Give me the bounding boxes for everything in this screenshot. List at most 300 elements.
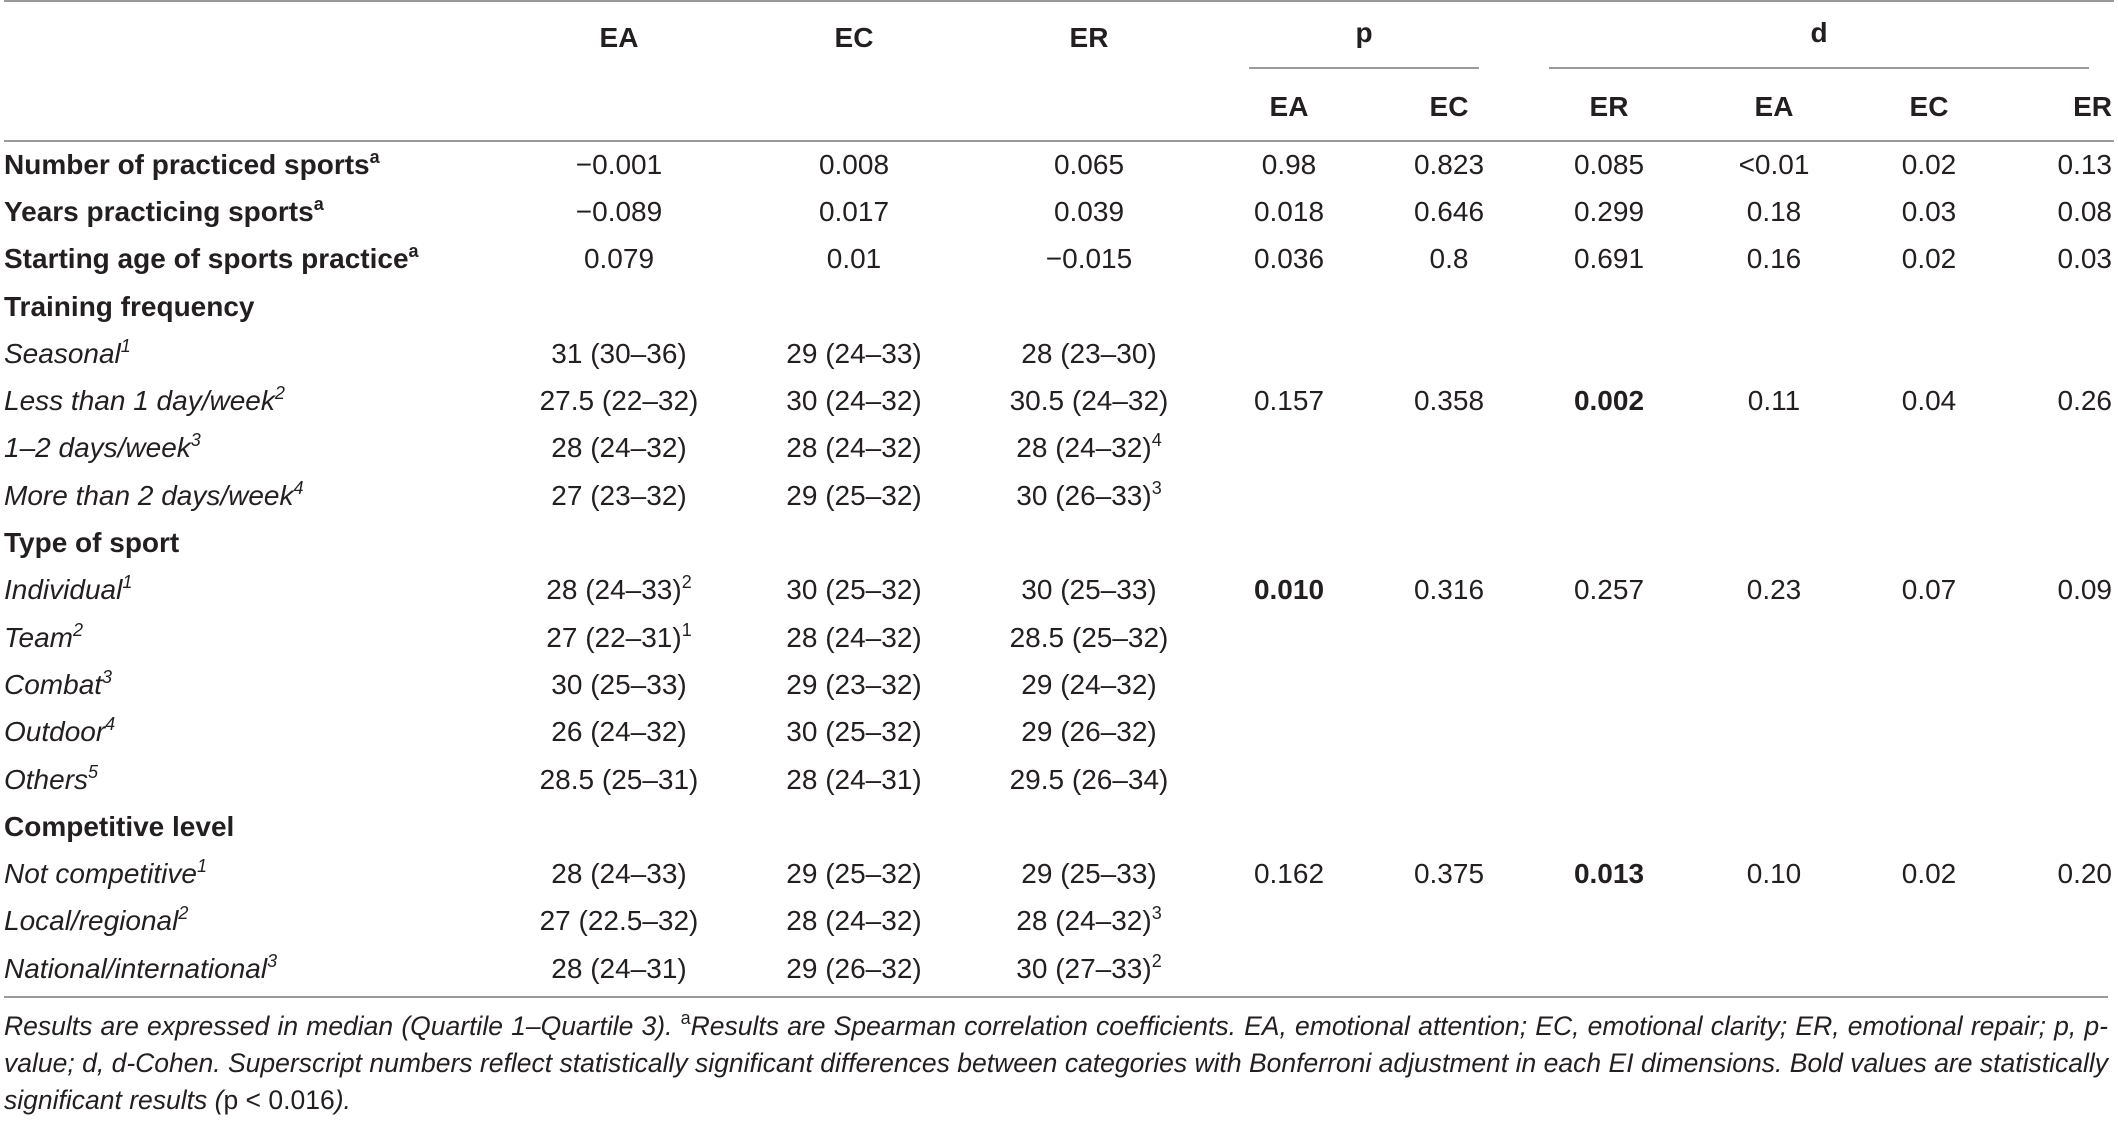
cell-value: 29 (23–32) [786, 668, 922, 700]
table-cell [1694, 756, 1854, 803]
header-ec: EC [834, 21, 874, 53]
cell-value: 30.5 (24–32) [1009, 385, 1169, 417]
table-cell [1204, 661, 1374, 708]
table-cell [1694, 661, 1854, 708]
cell-value: 0.257 [1573, 574, 1645, 606]
row-label [4, 188, 504, 235]
cell-value: 29 (24–32) [1021, 668, 1157, 700]
table-cell [1524, 141, 1694, 188]
table-cell [1694, 236, 1854, 283]
table-cell [504, 330, 734, 377]
table-cell [734, 803, 974, 850]
table-cell [1524, 661, 1694, 708]
cell-value: 0.07 [1901, 574, 1957, 606]
cell-value: 30 (26–33) [1016, 479, 1152, 511]
table-cell [734, 188, 974, 235]
table-cell [1694, 519, 1854, 566]
table-cell [2004, 283, 2114, 330]
table-cell [1524, 188, 1694, 235]
cell-superscript: 4 [1151, 430, 1162, 451]
cell-value: 0.646 [1413, 195, 1485, 227]
table-cell [1524, 709, 1694, 756]
table-cell [734, 472, 974, 519]
table-cell [1524, 945, 1694, 992]
table-cell [1524, 330, 1694, 377]
table-cell [734, 756, 974, 803]
cell-value: 0.02 [1901, 858, 1957, 890]
cell-value: 27 (23–32) [551, 479, 687, 511]
row-label [4, 283, 504, 330]
header-ea: EA [599, 21, 639, 53]
cell-value: 0.157 [1253, 385, 1325, 417]
table-cell [1694, 472, 1854, 519]
table-cell [974, 425, 1204, 472]
table-cell [1374, 803, 1524, 850]
cell-value: 0.02 [1901, 243, 1957, 275]
cell-value: 30 (25–32) [786, 574, 922, 606]
table-cell [1524, 614, 1694, 661]
row-label [4, 519, 504, 566]
row-label-superscript: 3 [190, 430, 201, 451]
table-cell [734, 567, 974, 614]
table-cell [504, 472, 734, 519]
row-label-superscript: 3 [267, 950, 278, 971]
table-cell [504, 614, 734, 661]
header-empty-cell [4, 1, 504, 73]
cell-value: 28 (24–33) [551, 858, 687, 890]
table-cell [504, 661, 734, 708]
cell-value: 0.013 [1573, 858, 1645, 890]
cell-value: 29 (26–32) [1021, 716, 1157, 748]
table-cell [1524, 472, 1694, 519]
table-cell [1204, 945, 1374, 992]
cell-value: 26 (24–32) [551, 716, 687, 748]
cell-value: 0.299 [1573, 195, 1645, 227]
table-cell [1524, 898, 1694, 945]
table-cell [2004, 803, 2114, 850]
cell-value: 27.5 (22–32) [539, 385, 699, 417]
cell-value: 0.017 [818, 195, 890, 227]
cell-value: 0.002 [1573, 385, 1645, 417]
cell-value: 0.018 [1253, 195, 1325, 227]
subheader-p-er: ER [1524, 73, 1694, 141]
table-cell [1694, 188, 1854, 235]
table-cell [974, 283, 1204, 330]
row-label-text: 1–2 days/week [4, 432, 191, 464]
cell-value: 0.23 [1746, 574, 1802, 606]
table-cell [734, 141, 974, 188]
table-cell [1204, 188, 1374, 235]
cell-value: 29 (24–33) [786, 337, 922, 369]
table-cell [1204, 283, 1374, 330]
table-row [4, 330, 2114, 377]
row-label [4, 898, 504, 945]
cell-value: 29 (25–32) [786, 858, 922, 890]
header-d-group [1524, 1, 2114, 73]
table-cell [1854, 141, 2004, 188]
table-cell [1374, 709, 1524, 756]
cell-value: 0.375 [1413, 858, 1485, 890]
table-row [4, 567, 2114, 614]
table-cell [1204, 709, 1374, 756]
table-cell [1204, 756, 1374, 803]
table-cell [2004, 141, 2114, 188]
subheader-d-ec: EC [1854, 73, 2004, 141]
table-cell [1374, 898, 1524, 945]
table-row [4, 236, 2114, 283]
table-cell [1524, 850, 1694, 897]
row-label-superscript: 1 [120, 335, 131, 356]
table-cell [1694, 377, 1854, 424]
table-cell [1204, 330, 1374, 377]
subheader-empty-cell [4, 73, 504, 141]
table-footnote [4, 996, 2108, 1119]
table-cell [1374, 661, 1524, 708]
subheader-empty-cell [734, 73, 974, 141]
table-cell [2004, 850, 2114, 897]
table-row [4, 709, 2114, 756]
row-label-text: Local/regional [4, 905, 179, 937]
cell-value: 28 (24–32) [786, 905, 922, 937]
row-label-text: More than 2 days/week [4, 479, 294, 511]
table-row [4, 472, 2114, 519]
subheader-p-ec: EC [1374, 73, 1524, 141]
table-cell [1374, 756, 1524, 803]
table-cell [734, 661, 974, 708]
row-label [4, 850, 504, 897]
table-cell [1524, 567, 1694, 614]
cell-value: 27 (22–31) [546, 621, 682, 653]
table-cell [2004, 945, 2114, 992]
table-cell [1854, 898, 2004, 945]
cell-value: 28 (23–30) [1021, 337, 1157, 369]
cell-value: 28 (24–33) [546, 574, 682, 606]
cell-value: 0.065 [1053, 149, 1125, 181]
table-row [4, 425, 2114, 472]
table-header [4, 1, 2114, 141]
table-cell [734, 330, 974, 377]
cell-value: 29.5 (26–34) [1009, 763, 1169, 795]
table-cell [504, 803, 734, 850]
table-cell [504, 236, 734, 283]
row-label-superscript: 2 [274, 383, 285, 404]
footnote-text-1: Results are expressed in median (Quartile 1–Quartile 3). [4, 1011, 681, 1042]
cell-value: 0.26 [2057, 385, 2112, 417]
table-cell [504, 141, 734, 188]
cell-value: 0.691 [1573, 243, 1645, 275]
table-cell [1374, 425, 1524, 472]
row-label-superscript: a [313, 193, 324, 214]
table-cell [1524, 236, 1694, 283]
row-label-superscript: a [408, 241, 419, 262]
table-cell [1204, 519, 1374, 566]
table-cell [974, 472, 1204, 519]
table-cell [1524, 519, 1694, 566]
row-label [4, 756, 504, 803]
cell-value: 0.13 [2057, 149, 2112, 181]
table-row [4, 614, 2114, 661]
row-label-superscript: 2 [73, 619, 84, 640]
table-cell [1854, 425, 2004, 472]
row-label-superscript: 3 [102, 666, 113, 687]
cell-value: 0.162 [1253, 858, 1325, 890]
cell-value: 29 (25–32) [786, 479, 922, 511]
header-er: ER [1069, 21, 1109, 53]
table-cell [1374, 377, 1524, 424]
cell-value: 0.085 [1573, 149, 1645, 181]
row-label-text: Others [4, 763, 89, 795]
table-cell [1204, 898, 1374, 945]
subheader-p-ea: EA [1204, 73, 1374, 141]
table-cell [1854, 661, 2004, 708]
table-cell [504, 567, 734, 614]
table-row [4, 141, 2114, 188]
cell-value: <0.01 [1738, 149, 1810, 181]
table-cell [1374, 141, 1524, 188]
cell-value: 28 (24–32) [1016, 432, 1152, 464]
table-cell [974, 567, 1204, 614]
cell-value: 0.18 [1746, 195, 1802, 227]
row-label [4, 472, 504, 519]
row-label [4, 141, 504, 188]
cell-value: −0.089 [575, 195, 663, 227]
table-cell [734, 945, 974, 992]
row-label [4, 709, 504, 756]
row-label [4, 661, 504, 708]
footnote-text-3: ). [334, 1085, 351, 1116]
row-label-text: Competitive level [4, 810, 235, 842]
table-cell [1854, 188, 2004, 235]
table-cell [974, 330, 1204, 377]
table-cell [1694, 330, 1854, 377]
row-label [4, 236, 504, 283]
table-cell [974, 141, 1204, 188]
table-cell [2004, 661, 2114, 708]
footnote-text-2: Results are Spearman correlation coefficients. EA, emotional attention; EC, emotional clarity; ER, emotional repair; p, p-value; d, d-Cohen. Superscript numbers reflect statistically significant differences between categories with Bonferroni adjustment in each EI dimensions. Bold values are statistically significant results ( [4, 1011, 2108, 1116]
cell-value: 0.20 [2057, 858, 2112, 890]
cell-value: −0.001 [575, 149, 663, 181]
header-d: d [1549, 17, 2089, 69]
table-row [4, 377, 2114, 424]
table-cell [974, 898, 1204, 945]
table-cell [504, 756, 734, 803]
cell-superscript: 2 [681, 572, 692, 593]
table-cell [1204, 567, 1374, 614]
table-cell [2004, 236, 2114, 283]
table-cell [974, 236, 1204, 283]
cell-value: 0.036 [1253, 243, 1325, 275]
table-row [4, 661, 2114, 708]
table-cell [974, 188, 1204, 235]
subheader-d-ea: EA [1694, 73, 1854, 141]
cell-value: 30 (25–33) [1021, 574, 1157, 606]
table-cell [1694, 567, 1854, 614]
cell-value: 0.10 [1746, 858, 1802, 890]
row-label-superscript: 5 [88, 761, 99, 782]
table-cell [974, 661, 1204, 708]
row-label [4, 425, 504, 472]
table-cell [974, 519, 1204, 566]
cell-value: 28 (24–31) [786, 763, 922, 795]
table-cell [1854, 377, 2004, 424]
row-label [4, 567, 504, 614]
cell-value: 0.98 [1261, 149, 1317, 181]
row-label [4, 330, 504, 377]
cell-value: 30 (25–33) [551, 668, 687, 700]
cell-value: 28.5 (25–32) [1009, 621, 1169, 653]
table-cell [1854, 709, 2004, 756]
table-cell [504, 425, 734, 472]
table-cell [1204, 236, 1374, 283]
row-label-superscript: a [369, 147, 380, 168]
table-cell [504, 519, 734, 566]
table-cell [2004, 567, 2114, 614]
row-label-text: Type of sport [4, 527, 180, 559]
table-cell [2004, 709, 2114, 756]
table-cell [1524, 377, 1694, 424]
cell-value: 29 (26–32) [786, 952, 922, 984]
table-cell [1204, 141, 1374, 188]
row-label-text: Combat [4, 668, 103, 700]
table-cell [1854, 803, 2004, 850]
cell-value: 30 (25–32) [786, 716, 922, 748]
row-label-text: Team [4, 621, 74, 653]
table-row [4, 850, 2114, 897]
table-cell [2004, 377, 2114, 424]
table-cell [1374, 945, 1524, 992]
table-cell [974, 803, 1204, 850]
row-label-superscript: 2 [178, 903, 189, 924]
table-cell [2004, 756, 2114, 803]
table-cell [1854, 519, 2004, 566]
table-cell [734, 898, 974, 945]
table-cell [2004, 188, 2114, 235]
row-label [4, 945, 504, 992]
table-cell [1374, 330, 1524, 377]
table-cell [1854, 850, 2004, 897]
row-label-text: Individual [4, 574, 123, 606]
cell-value: 0.01 [826, 243, 882, 275]
table-cell [504, 283, 734, 330]
table-row [4, 803, 2114, 850]
table-cell [974, 614, 1204, 661]
row-label-text: Training frequency [4, 290, 255, 322]
table-cell [504, 188, 734, 235]
row-label-text: Not competitive [4, 858, 197, 890]
table-cell [1374, 567, 1524, 614]
cell-value: −0.015 [1045, 243, 1133, 275]
cell-value: 0.008 [818, 149, 890, 181]
row-label [4, 377, 504, 424]
cell-value: 28 (24–31) [551, 952, 687, 984]
row-label-text: Outdoor [4, 716, 106, 748]
table-cell [1374, 614, 1524, 661]
row-label-text: Starting age of sports practice [4, 243, 409, 275]
table-cell [1694, 614, 1854, 661]
table-cell [2004, 898, 2114, 945]
cell-value: 28 (24–32) [1016, 905, 1152, 937]
row-label-text: Years practicing sports [4, 195, 314, 227]
table-cell [1694, 803, 1854, 850]
table-cell [734, 236, 974, 283]
cell-value: 0.358 [1413, 385, 1485, 417]
cell-value: 0.09 [2057, 574, 2112, 606]
table-cell [1854, 236, 2004, 283]
table-cell [974, 756, 1204, 803]
table-cell [1524, 803, 1694, 850]
row-label-text: National/international [4, 952, 268, 984]
cell-value: 27 (22.5–32) [539, 905, 699, 937]
table-cell [504, 709, 734, 756]
cell-value: 0.03 [1901, 195, 1957, 227]
table-cell [1854, 283, 2004, 330]
cell-value: 0.03 [2057, 243, 2112, 275]
row-label-superscript: 1 [196, 856, 207, 877]
table-cell [2004, 472, 2114, 519]
row-label-text: Seasonal [4, 337, 121, 369]
cell-value: 0.010 [1253, 574, 1325, 606]
table-cell [1374, 519, 1524, 566]
results-table [4, 0, 2114, 992]
table-cell [1204, 614, 1374, 661]
table-cell [1854, 945, 2004, 992]
table-cell [1524, 756, 1694, 803]
cell-superscript: 2 [1151, 950, 1162, 971]
table-cell [1374, 283, 1524, 330]
table-cell [734, 519, 974, 566]
table-cell [974, 377, 1204, 424]
table-cell [1694, 283, 1854, 330]
cell-value: 0.039 [1053, 195, 1125, 227]
row-label [4, 614, 504, 661]
cell-superscript: 3 [1151, 477, 1162, 498]
cell-value: 0.823 [1413, 149, 1485, 181]
header-p-group [1204, 1, 1524, 73]
footnote-p-threshold: p < 0.016 [223, 1085, 335, 1116]
table-container [4, 0, 2114, 1119]
table-row [4, 898, 2114, 945]
table-cell [734, 614, 974, 661]
table-cell [734, 377, 974, 424]
header-p: p [1249, 17, 1479, 69]
table-cell [1204, 377, 1374, 424]
table-cell [1694, 945, 1854, 992]
table-cell [1854, 472, 2004, 519]
table-cell [1524, 425, 1694, 472]
cell-superscript: 1 [681, 619, 692, 640]
table-cell [1374, 850, 1524, 897]
table-cell [1694, 850, 1854, 897]
cell-value: 0.02 [1901, 149, 1957, 181]
table-cell [1374, 472, 1524, 519]
cell-value: 0.04 [1901, 385, 1957, 417]
table-cell [2004, 425, 2114, 472]
table-cell [1694, 709, 1854, 756]
table-cell [1524, 283, 1694, 330]
row-label [4, 803, 504, 850]
cell-superscript: 3 [1151, 903, 1162, 924]
row-label-text: Number of practiced sports [4, 149, 370, 181]
cell-value: 0.316 [1413, 574, 1485, 606]
table-cell [1374, 188, 1524, 235]
footnote-superscript-a: a [680, 1008, 691, 1029]
table-cell [734, 425, 974, 472]
cell-value: 0.08 [2057, 195, 2112, 227]
table-cell [734, 709, 974, 756]
table-cell [1694, 425, 1854, 472]
table-cell [1694, 898, 1854, 945]
cell-value: 29 (25–33) [1021, 858, 1157, 890]
